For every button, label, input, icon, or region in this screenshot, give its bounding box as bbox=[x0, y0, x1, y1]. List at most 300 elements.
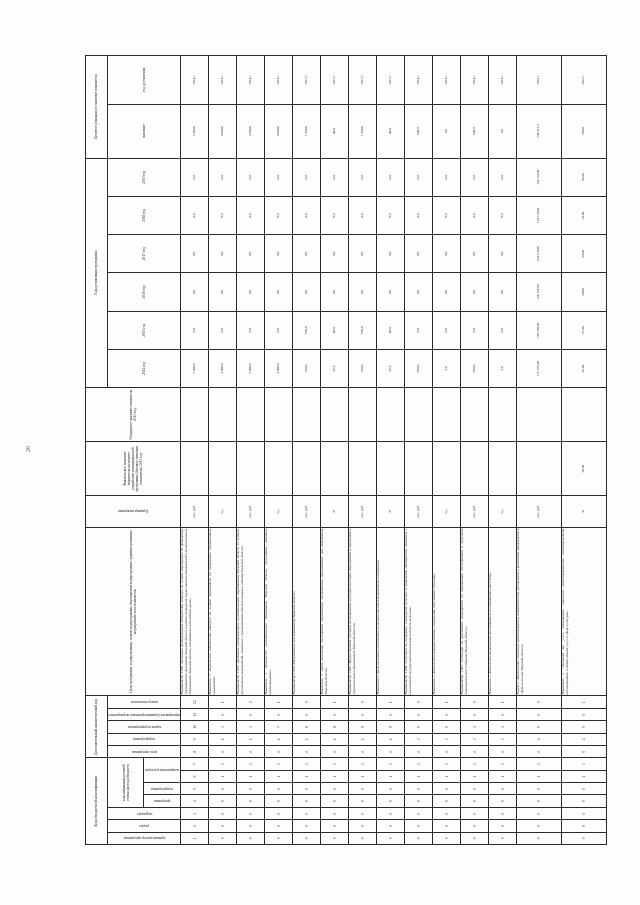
code-digit: 0 bbox=[517, 721, 562, 733]
code-digit: 0 bbox=[349, 708, 377, 720]
row-year-value: 3,0 bbox=[489, 349, 517, 387]
row-base-value bbox=[181, 442, 209, 496]
code-digit: 0 bbox=[489, 820, 517, 832]
row-year-value: 0,0 bbox=[237, 196, 265, 234]
code-digit: 1 bbox=[209, 770, 237, 782]
table-row bbox=[562, 56, 607, 845]
code-digit: 1 bbox=[461, 770, 489, 782]
header-target-group: Целевое (суммарное) значение показателя bbox=[86, 56, 108, 159]
code-digit: 0 bbox=[517, 696, 562, 708]
row-name: Мероприятие 1.027 «Денежное вознаграждение муниципальным образованиям Тверской области за лучшую организацию мероприятий, связанных с празднованием юбилеев городов и районов Тверской области» bbox=[237, 527, 265, 696]
code-digit: 0 bbox=[461, 696, 489, 708]
row-unit: тыс. руб. bbox=[237, 496, 265, 528]
row-name: Показатель 1 «Доля населения, посетившего культурно-массовые мероприятия и праздники» bbox=[377, 527, 405, 696]
code-digit: 6 bbox=[181, 770, 209, 782]
row-year-value: 0,0 bbox=[237, 235, 265, 273]
row-year-value: 35,0 bbox=[377, 349, 405, 387]
header-extra-code: Дополнительный аналитический код bbox=[86, 696, 108, 758]
code-digit: 1 bbox=[562, 696, 607, 708]
code-digit: 0 bbox=[209, 746, 237, 758]
row-unit: тыс. руб. bbox=[517, 496, 562, 528]
table-row bbox=[461, 56, 489, 845]
row-year-value: 0,0 bbox=[349, 235, 377, 273]
code-digit: 3 bbox=[562, 758, 607, 770]
header-kbk-target-article: классификация целевой статьи расхода бюджета bbox=[108, 758, 144, 808]
row-year-value: 50,00 bbox=[562, 273, 607, 311]
code-digit: 0 bbox=[209, 795, 237, 807]
code-digit: 0 bbox=[562, 820, 607, 832]
code-digit: 0 bbox=[489, 783, 517, 795]
row-name: Показатель 1 «Количество муниципальных образований Тверской области, получивших денежное вознаграждение» bbox=[265, 527, 293, 696]
row-target-year: 2015 г. bbox=[377, 56, 405, 105]
code-digit: 0 bbox=[265, 820, 293, 832]
row-year-value: 0,0 bbox=[181, 273, 209, 311]
row-year-value: 2 300,0 bbox=[181, 349, 209, 387]
code-digit: 0 bbox=[349, 807, 377, 819]
code-digit: 1 bbox=[433, 696, 461, 708]
code-digit: 0 bbox=[321, 746, 349, 758]
code-digit: 8 bbox=[321, 721, 349, 733]
code-digit: 0 bbox=[349, 746, 377, 758]
row-base-value bbox=[489, 442, 517, 496]
row-target-year: 2019 г. bbox=[562, 56, 607, 105]
code-digit: 1 bbox=[489, 696, 517, 708]
header-extra-goal: цель программы bbox=[108, 746, 181, 758]
code-digit: 0 bbox=[321, 783, 349, 795]
header-budget-classification: Коды бюджетной классификации bbox=[86, 758, 108, 845]
code-digit: 0 bbox=[461, 820, 489, 832]
code-digit: 0 bbox=[562, 832, 607, 844]
row-year-value: 124 114,00 bbox=[517, 273, 562, 311]
code-digit: 0 bbox=[237, 820, 265, 832]
row-year-value: 0,0 bbox=[433, 196, 461, 234]
row-year-value: 0,0 bbox=[265, 235, 293, 273]
row-year-value: 0,0 bbox=[461, 311, 489, 349]
row-expected-value bbox=[461, 388, 489, 442]
code-digit: 0 bbox=[377, 807, 405, 819]
row-year-value: 0,0 bbox=[489, 235, 517, 273]
row-year-value: 40,0 bbox=[321, 311, 349, 349]
row-year-value: 0,0 bbox=[349, 158, 377, 196]
row-unit: тыс. руб. bbox=[181, 496, 209, 528]
header-kbk-subprogram: подпрограмма bbox=[144, 783, 181, 795]
row-year-value: 0,0 bbox=[293, 196, 321, 234]
row-base-value bbox=[209, 442, 237, 496]
code-digit: 0 bbox=[377, 795, 405, 807]
row-unit: ед. bbox=[489, 496, 517, 528]
code-digit: 1 bbox=[293, 770, 321, 782]
row-year-value: 650,0 bbox=[461, 349, 489, 387]
code-digit: 3 bbox=[433, 758, 461, 770]
code-digit: 0 bbox=[517, 708, 562, 720]
row-expected-value bbox=[405, 388, 433, 442]
row-base-value bbox=[377, 442, 405, 496]
code-digit: 0 bbox=[293, 708, 321, 720]
code-digit: 4 bbox=[517, 733, 562, 745]
header-kbk-section: раздел bbox=[108, 820, 181, 832]
row-year-value: 0,0 bbox=[433, 311, 461, 349]
header-extra-subprogram: подпрограмма bbox=[108, 733, 181, 745]
row-year-value: 0,0 bbox=[489, 311, 517, 349]
row-year-value: 0,0 bbox=[461, 273, 489, 311]
code-digit: 0 bbox=[517, 783, 562, 795]
code-digit: 0 bbox=[265, 795, 293, 807]
code-digit: 0 bbox=[293, 832, 321, 844]
code-digit: 3 bbox=[265, 758, 293, 770]
row-year-value: 3 000,0 bbox=[209, 349, 237, 387]
table-row bbox=[293, 56, 321, 845]
code-digit: 1 bbox=[377, 696, 405, 708]
code-digit: 0 bbox=[377, 783, 405, 795]
row-year-value: 40,0 bbox=[377, 311, 405, 349]
row-year-value: 0,0 bbox=[321, 273, 349, 311]
row-year-value: 0,0 bbox=[377, 158, 405, 196]
code-digit: 0 bbox=[293, 820, 321, 832]
code-digit: 1 bbox=[265, 696, 293, 708]
header-base-value: Фактическое значение показателя на момент разработки муниципальной программы (базовое значение показателя) 2013 год bbox=[86, 442, 181, 496]
code-digit: 0 bbox=[293, 807, 321, 819]
row-expected-value bbox=[349, 388, 377, 442]
row-year-value: 0,0 bbox=[237, 311, 265, 349]
code-digit: 9 bbox=[377, 721, 405, 733]
row-target-year: 2014 г. bbox=[209, 56, 237, 105]
code-digit: 0 bbox=[293, 696, 321, 708]
row-expected-value bbox=[562, 388, 607, 442]
code-digit: 0 bbox=[349, 696, 377, 708]
row-year-value: 0,0 bbox=[209, 273, 237, 311]
row-target-value: 3 000,0 bbox=[265, 104, 293, 158]
row-year-value: 0,0 bbox=[405, 158, 433, 196]
row-target-year: 2014 г. bbox=[237, 56, 265, 105]
table-row bbox=[517, 56, 562, 845]
code-digit: 3 bbox=[349, 758, 377, 770]
table-row bbox=[265, 56, 293, 845]
row-year-value: 0,0 bbox=[181, 196, 209, 234]
code-digit: 0 bbox=[265, 832, 293, 844]
code-digit: 0 bbox=[405, 708, 433, 720]
row-base-value bbox=[349, 442, 377, 496]
row-target-year: 2019 г. bbox=[517, 56, 562, 105]
header-year-2017: 2017 год bbox=[108, 235, 181, 273]
row-year-value: 3,0 bbox=[433, 349, 461, 387]
row-year-value: 0,0 bbox=[209, 196, 237, 234]
code-digit: 0 bbox=[517, 746, 562, 758]
code-digit: 1 bbox=[237, 733, 265, 745]
code-digit: 0 bbox=[321, 795, 349, 807]
row-year-value: 117 375,80 bbox=[517, 349, 562, 387]
code-digit: 0 bbox=[433, 708, 461, 720]
row-unit: ед. bbox=[265, 496, 293, 528]
row-expected-value bbox=[181, 388, 209, 442]
row-expected-value bbox=[293, 388, 321, 442]
code-digit: 2 bbox=[349, 733, 377, 745]
row-name: Показатель 1 «Количество победителей конкурса на лучшее мероприятие по проведению традиционных праздников» bbox=[209, 527, 237, 696]
code-digit: 0 bbox=[209, 820, 237, 832]
code-digit: 0 bbox=[433, 807, 461, 819]
row-base-value bbox=[405, 442, 433, 496]
code-digit: 3 bbox=[237, 721, 265, 733]
rotated-document-sheet bbox=[85, 55, 587, 845]
row-unit: тыс. руб. bbox=[461, 496, 489, 528]
header-year-2016: 2016 год bbox=[108, 273, 181, 311]
row-name: Показатель 1 «Количество мероприятий, реализованных по обращениям депутатов» bbox=[489, 527, 517, 696]
code-digit: 0 bbox=[489, 807, 517, 819]
row-year-value: 0,0 bbox=[293, 158, 321, 196]
code-digit: 0 bbox=[377, 708, 405, 720]
row-year-value: 0,0 bbox=[349, 196, 377, 234]
row-year-value: 0,0 bbox=[405, 235, 433, 273]
code-digit: 0 bbox=[405, 795, 433, 807]
row-name: Мероприятие 1.031 «Субсидии на реализацию мероприятий по обращениям, поступающим к депутатам Законодательного Собрания Тверской области» bbox=[461, 527, 489, 696]
code-digit: 0 bbox=[433, 820, 461, 832]
code-digit: 0 bbox=[433, 795, 461, 807]
code-digit: 2 bbox=[181, 820, 209, 832]
code-digit: 4 bbox=[181, 795, 209, 807]
table-row bbox=[321, 56, 349, 845]
code-digit: 7 bbox=[181, 758, 209, 770]
header-extra-event: мероприятие (административное мероприятие) bbox=[108, 708, 181, 720]
row-year-value: 57,00 bbox=[562, 311, 607, 349]
row-year-value: 0,0 bbox=[461, 235, 489, 273]
code-digit: 0 bbox=[349, 783, 377, 795]
row-expected-value bbox=[321, 388, 349, 442]
code-digit: 0 bbox=[433, 783, 461, 795]
code-digit: 5 bbox=[181, 783, 209, 795]
row-base-value bbox=[461, 442, 489, 496]
code-digit: 3 bbox=[321, 758, 349, 770]
code-digit: 0 bbox=[562, 721, 607, 733]
row-year-value: 124 114,00 bbox=[517, 158, 562, 196]
code-digit: 0 bbox=[517, 807, 562, 819]
row-expected-value bbox=[265, 388, 293, 442]
row-base-value bbox=[237, 442, 265, 496]
row-year-value: 650,0 bbox=[405, 349, 433, 387]
code-digit: 3 bbox=[209, 758, 237, 770]
row-expected-value bbox=[433, 388, 461, 442]
row-year-value: 3 000,0 bbox=[265, 349, 293, 387]
row-target-value: 2 000,0 bbox=[237, 104, 265, 158]
header-years-group: Годы реализации программы bbox=[86, 158, 108, 388]
row-base-value bbox=[265, 442, 293, 496]
code-digit: 0 bbox=[349, 832, 377, 844]
row-base-value bbox=[433, 442, 461, 496]
code-digit: 0 bbox=[265, 746, 293, 758]
code-digit: 0 bbox=[517, 820, 562, 832]
row-year-value: 0,0 bbox=[265, 158, 293, 196]
code-digit: 3 bbox=[405, 733, 433, 745]
row-year-value: 0,0 bbox=[461, 196, 489, 234]
row-target-year: 2014 г. bbox=[489, 56, 517, 105]
header-kbk-subsection: подраздел bbox=[108, 807, 181, 819]
table-row bbox=[377, 56, 405, 845]
header-extra-indicator-no: номер показателя bbox=[108, 696, 181, 708]
code-digit: 0 bbox=[405, 783, 433, 795]
row-year-value: 0,0 bbox=[181, 235, 209, 273]
row-name: Мероприятие 1.030 «Субсидии на поддержку учреждений культуры и проведение мероприятий, связанных с реализацией государственной политики в области культуры» bbox=[405, 527, 433, 696]
code-digit: 2 bbox=[237, 696, 265, 708]
code-digit: 1 bbox=[517, 770, 562, 782]
header-kbk-program: программа bbox=[144, 795, 181, 807]
row-target-value: 3,0 bbox=[433, 104, 461, 158]
row-name: Мероприятие 1.026 «Денежное вознаграждение победителям конкурса на лучшее мероприятие по проведению традиционных праздников Тверской области в рамках проведения торжественных мероприятий в муниципальных образованиях Тверской области, посвящённых юбилейным датам» bbox=[181, 527, 209, 696]
row-target-value: 40,0 bbox=[321, 104, 349, 158]
header-extra-task: задача подпрограммы bbox=[108, 721, 181, 733]
row-target-value: 650,0 bbox=[405, 104, 433, 158]
table-row bbox=[209, 56, 237, 845]
code-digit: 0 bbox=[293, 783, 321, 795]
row-expected-value bbox=[377, 388, 405, 442]
row-year-value: 0,0 bbox=[293, 273, 321, 311]
code-digit: 0 bbox=[349, 795, 377, 807]
code-digit: 0 bbox=[461, 746, 489, 758]
row-target-value: 734 912,3 bbox=[517, 104, 562, 158]
header-target-year: год достижения bbox=[108, 56, 181, 105]
row-name: Показатель 1 «Количество подведомственных учреждений, получивших субсидию» bbox=[433, 527, 461, 696]
code-digit: 0 bbox=[461, 708, 489, 720]
row-year-value: 0,0 bbox=[489, 158, 517, 196]
row-year-value: 124 114,00 bbox=[517, 235, 562, 273]
table-row bbox=[349, 56, 377, 845]
code-digit: 0 bbox=[237, 746, 265, 758]
row-target-value: 58,00 bbox=[562, 104, 607, 158]
code-digit: 3 bbox=[489, 758, 517, 770]
row-year-value: 0,0 bbox=[321, 158, 349, 196]
row-year-value: 0,0 bbox=[209, 158, 237, 196]
code-digit: 3 bbox=[433, 733, 461, 745]
code-digit: 0 bbox=[265, 783, 293, 795]
row-unit: % bbox=[377, 496, 405, 528]
code-digit: 1 bbox=[461, 721, 489, 733]
header-unit: Единица измерения bbox=[86, 496, 181, 528]
code-digit: 2 bbox=[265, 733, 293, 745]
row-name: Мероприятие 1.028 «Празднование дня образования Тверской области» bbox=[293, 527, 321, 696]
code-digit: 3 bbox=[181, 807, 209, 819]
row-year-value: 0,0 bbox=[237, 158, 265, 196]
code-digit: 9 bbox=[181, 733, 209, 745]
code-digit: 0 bbox=[377, 746, 405, 758]
row-year-value: 0,0 bbox=[209, 235, 237, 273]
code-digit: 3 bbox=[489, 733, 517, 745]
code-digit: 0 bbox=[237, 807, 265, 819]
code-digit: 3 bbox=[377, 758, 405, 770]
row-year-value: 42,00 bbox=[562, 349, 607, 387]
code-digit: 0 bbox=[489, 832, 517, 844]
code-digit: 0 bbox=[433, 832, 461, 844]
row-target-value: 3,0 bbox=[489, 104, 517, 158]
row-name: Задача 2 «Привлечение социально ориентированных некоммерческих организаций к реализации мероприятий в сфере культуры Тверской области» bbox=[517, 527, 562, 696]
code-digit: 0 bbox=[209, 708, 237, 720]
row-target-year: 2015 г. bbox=[293, 56, 321, 105]
code-digit: 0 bbox=[237, 708, 265, 720]
row-year-value: 0,0 bbox=[321, 235, 349, 273]
row-year-value: 0,0 bbox=[265, 311, 293, 349]
row-year-value: 0,0 bbox=[349, 273, 377, 311]
code-digit: 0 bbox=[562, 807, 607, 819]
code-digit: 0 bbox=[489, 708, 517, 720]
code-digit: 8 bbox=[181, 746, 209, 758]
row-year-value: 0,0 bbox=[489, 273, 517, 311]
header-expected-value: Ожидаемое значение показателя 2013 год bbox=[86, 388, 181, 442]
row-expected-value bbox=[517, 388, 562, 442]
row-target-year: 2014 г. bbox=[405, 56, 433, 105]
code-digit: 3 bbox=[461, 733, 489, 745]
row-base-value bbox=[321, 442, 349, 496]
row-target-year: 2015 г. bbox=[321, 56, 349, 105]
header-target-value: значение bbox=[108, 104, 181, 158]
row-base-value: 56,00 bbox=[562, 442, 607, 496]
row-year-value: 58,00 bbox=[562, 158, 607, 196]
table-row bbox=[489, 56, 517, 845]
code-digit: 4 bbox=[562, 733, 607, 745]
code-digit: 9 bbox=[349, 721, 377, 733]
code-digit: 0 bbox=[517, 832, 562, 844]
code-digit: 1 bbox=[181, 832, 209, 844]
row-target-value: 3 000,0 bbox=[209, 104, 237, 158]
code-digit: 0 bbox=[237, 795, 265, 807]
header-year-2015: 2015 год bbox=[108, 311, 181, 349]
code-digit: 1 bbox=[321, 770, 349, 782]
code-digit: 1 bbox=[405, 770, 433, 782]
table-row bbox=[405, 56, 433, 845]
header-year-2019: 2019 год bbox=[108, 158, 181, 196]
row-base-value bbox=[293, 442, 321, 496]
table-body bbox=[181, 56, 607, 845]
row-target-value: 1 500,0 bbox=[349, 104, 377, 158]
header-year-2014: 2014 год bbox=[108, 349, 181, 387]
code-digit: 0 bbox=[433, 746, 461, 758]
row-year-value: 58,00 bbox=[562, 196, 607, 234]
code-digit: 2 bbox=[377, 733, 405, 745]
page-number: 26 bbox=[26, 446, 32, 452]
code-digit: 1 bbox=[209, 696, 237, 708]
row-unit: ед. bbox=[433, 496, 461, 528]
row-year-value: 750,0 bbox=[293, 311, 321, 349]
row-target-year: 2014 г. bbox=[433, 56, 461, 105]
row-expected-value bbox=[209, 388, 237, 442]
row-year-value: 35,0 bbox=[321, 349, 349, 387]
row-name: Показатель 1 «Доля населения, посетившего мероприятия, посвящённые празднованию дня образования Тверской области» bbox=[321, 527, 349, 696]
code-digit: 0 bbox=[209, 783, 237, 795]
code-digit: 0 bbox=[405, 832, 433, 844]
row-year-value: 0,0 bbox=[461, 158, 489, 196]
table-row bbox=[181, 56, 209, 845]
row-year-value: 124 114,00 bbox=[517, 196, 562, 234]
code-digit: 0 bbox=[461, 832, 489, 844]
code-digit: 0 bbox=[405, 696, 433, 708]
code-digit: 2 bbox=[321, 733, 349, 745]
code-digit: 0 bbox=[265, 807, 293, 819]
row-year-value: 0,0 bbox=[293, 235, 321, 273]
row-expected-value bbox=[237, 388, 265, 442]
code-digit: 1 bbox=[237, 770, 265, 782]
row-target-year: 2014 г. bbox=[181, 56, 209, 105]
code-digit: 0 bbox=[321, 820, 349, 832]
row-unit: тыс. руб. bbox=[349, 496, 377, 528]
code-digit: 1 bbox=[489, 721, 517, 733]
row-year-value: 0,0 bbox=[237, 273, 265, 311]
row-year-value: 0,0 bbox=[433, 273, 461, 311]
table-row bbox=[237, 56, 265, 845]
code-digit: 0 bbox=[321, 807, 349, 819]
row-year-value: 0,0 bbox=[433, 235, 461, 273]
row-year-value: 0,0 bbox=[489, 196, 517, 234]
code-digit: 1 bbox=[349, 770, 377, 782]
row-year-value: 0,0 bbox=[405, 311, 433, 349]
code-digit: 1 bbox=[321, 696, 349, 708]
row-target-value: 650,0 bbox=[461, 104, 489, 158]
row-name: Показатель 1 «Удельный вес услуг, оказываемых социально ориентированными некоммерческими организациями, в общем объеме услуг в сфере культуры» bbox=[562, 527, 607, 696]
row-year-value: 750,0 bbox=[349, 311, 377, 349]
